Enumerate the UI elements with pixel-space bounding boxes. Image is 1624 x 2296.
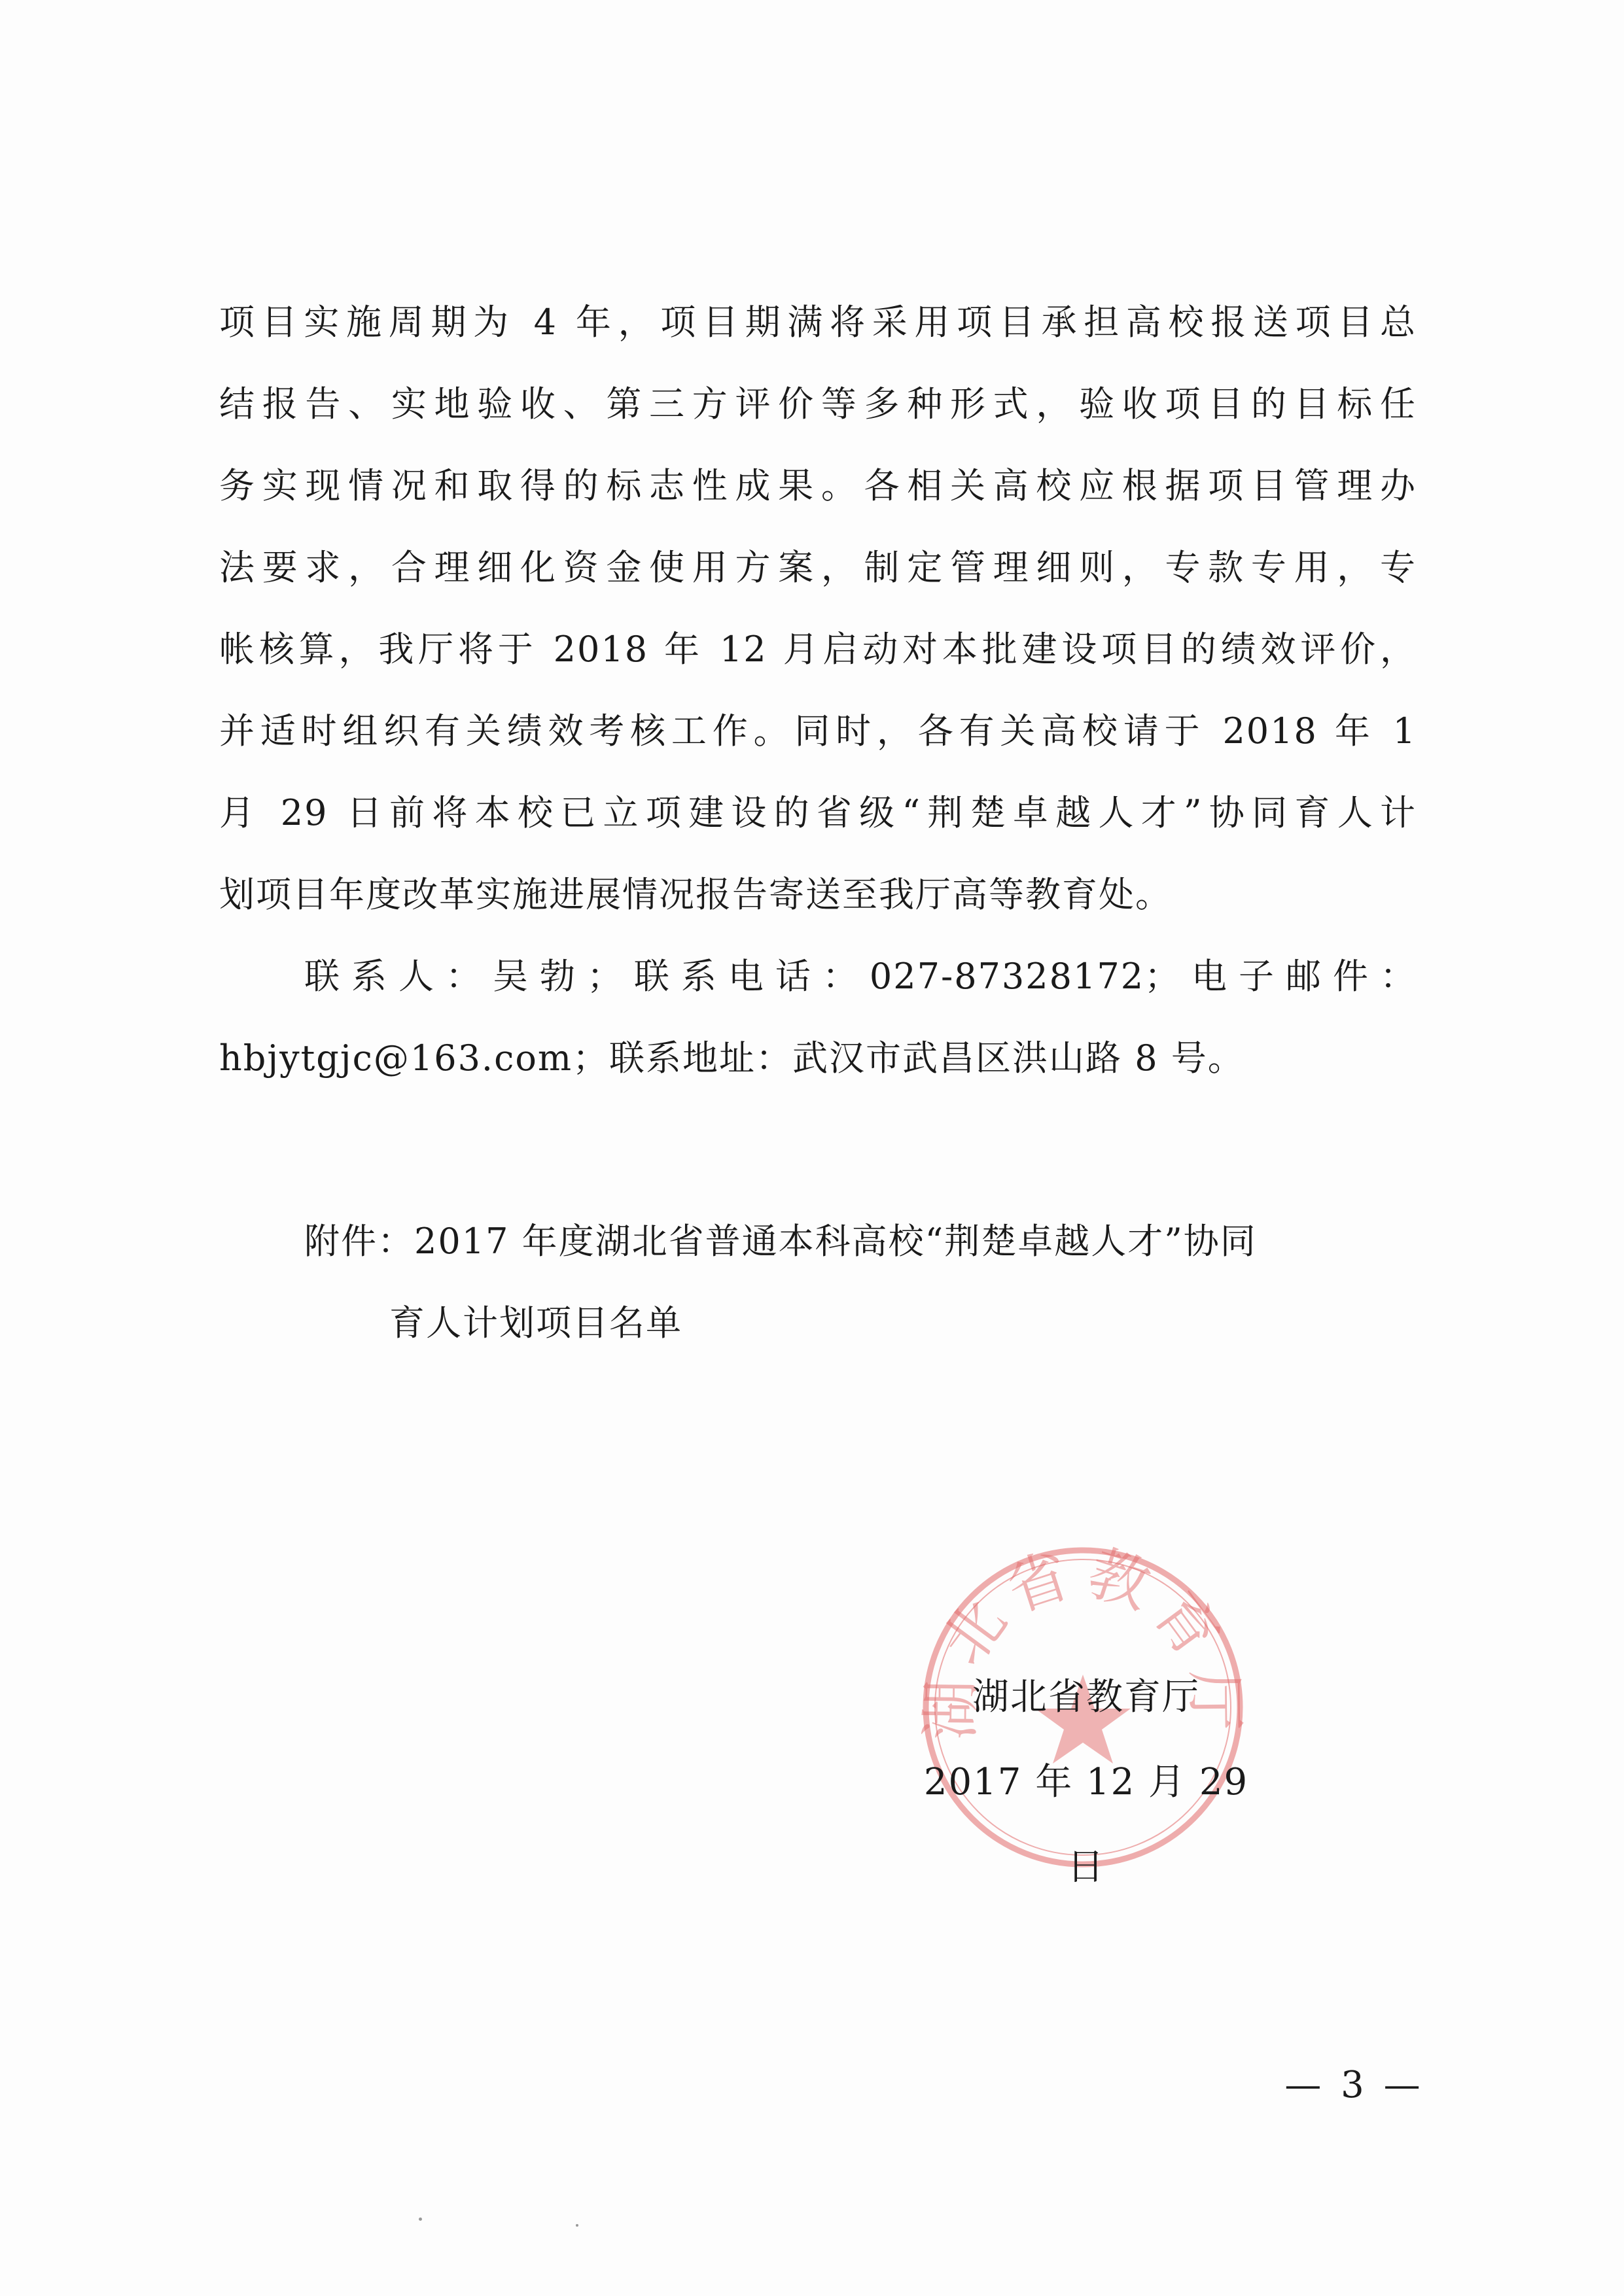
scan-speck xyxy=(576,2224,578,2227)
attachment-line-2: 育人计划项目名单 xyxy=(389,1302,682,1344)
page-number: — 3 — xyxy=(1284,2064,1424,2106)
body-line-7: 月 29 日前将本校已立项建设的省级“荆楚卓越人才”协同育人计 xyxy=(219,792,1417,833)
body-line-3: 务实现情况和取得的标志性成果。各相关高校应根据项目管理办 xyxy=(219,465,1417,506)
contact-line-1: 联系人：吴勃；联系电话：027-87328172；电子邮件： xyxy=(304,956,1417,997)
body-paragraph xyxy=(219,281,1417,1099)
attachment-note xyxy=(304,1200,1417,1364)
signature-block xyxy=(903,1655,1269,1910)
scan-speck xyxy=(419,2218,422,2221)
body-line-2: 结报告、实地验收、第三方评价等多种形式，验收项目的目标任 xyxy=(219,383,1417,425)
attachment-line-1: 附件：2017 年度湖北省普通本科高校“荆楚卓越人才”协同 xyxy=(304,1221,1257,1262)
body-line-1: 项目实施周期为 4 年，项目期满将采用项目承担高校报送项目总 xyxy=(219,302,1417,343)
body-line-4: 法要求，合理细化资金使用方案，制定管理细则，专款专用，专 xyxy=(219,547,1417,588)
body-line-6: 并适时组织有关绩效考核工作。同时，各有关高校请于 2018 年 1 xyxy=(219,710,1417,752)
body-line-5: 帐核算，我厅将于 2018 年 12 月启动对本批建设项目的绩效评价， xyxy=(219,629,1417,670)
issue-date: 2017 年 12 月 29 日 xyxy=(923,1761,1249,1888)
issuing-organization: 湖北省教育厅 xyxy=(972,1676,1200,1718)
body-line-8: 划项目年度改革实施进展情况报告寄送至我厅高等教育处。 xyxy=(219,874,1172,915)
seal-text: 湖北省教育厅 xyxy=(915,1537,1250,1741)
contact-line-2: hbjytgjc@163.com；联系地址：武汉市武昌区洪山路 8 号。 xyxy=(219,1037,1244,1079)
